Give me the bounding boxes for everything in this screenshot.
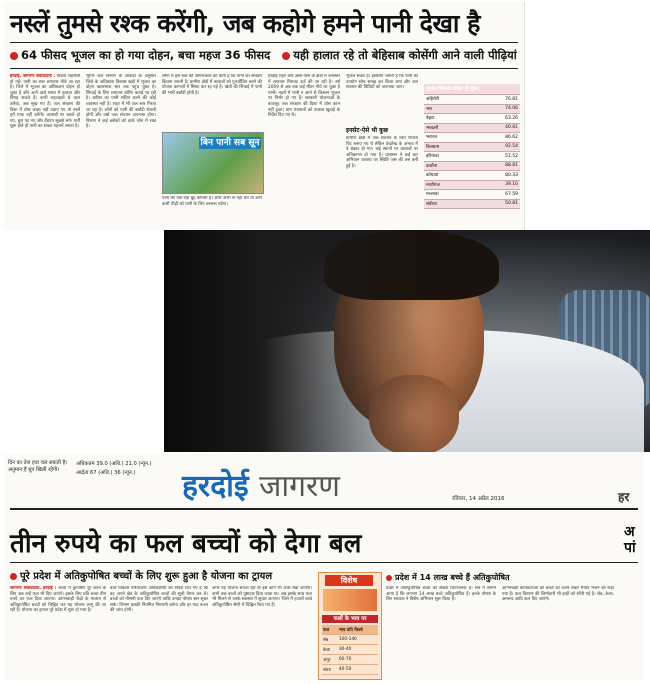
divider xyxy=(10,68,518,69)
table-row xyxy=(322,645,378,655)
table-row xyxy=(322,635,378,645)
table-cell-value: 39.10 xyxy=(473,180,520,190)
table-cell-value: 67.59 xyxy=(473,190,520,200)
table-cell-value: 80.33 xyxy=(473,171,520,181)
masthead-city: हरदोई xyxy=(182,469,249,504)
fruit-name: केला xyxy=(322,645,338,655)
article-column: अगर यह योजना सफल रही तो इसे आगे भी जारी रखा जाएगा। अभी तक बच्चों को पुष्टाहार दिया जाता था। अब इसके साथ फल भी मिलने से उनके स्वास्थ्य में सुधार आएगा। जिले में हजारों बच्चे अतिकुपोषित श्रेणी में चिह्नित किए गए हैं। xyxy=(212,586,312,608)
bottom-subheadline: पूरे प्रदेश में अतिकुपोषित बच्चों के लिए शुरू हुआ है योजना का ट्रायल xyxy=(10,568,272,582)
table-cell-value: 88.81 xyxy=(473,161,520,171)
inset-photo xyxy=(162,132,264,194)
masthead-paper: जागरण xyxy=(259,469,340,504)
article-column: हरदोई, जागरण संवाददाता : नदियां जहरीली हो गईं। पानी का स्तर लगातार नीचे जा रहा है। जिले में भूजल का अधिकतम दोहन हो चुका है और आने वाले समय में हालात और बिगड़ सकते हैं। कभी लहलहाते थे ताल तलैया, अब सूख गए हैं। जल संरक्षण की दिशा में ठोस कदम नहीं उठाए गए तो नस्लें हमें माफ नहीं करेंगी। तालाबों पर कब्जे हो गए, कुएं पट गए और हैंडपंप सूखने लगे। गर्मी शुरू होते ही पानी का संकट गहराने लगता है। xyxy=(10,74,80,130)
table-row xyxy=(322,665,378,675)
temperature-ear: अधिकतम 39.0 (अधि.) 21.0 (न्यून.) आर्द्रता 67 (अधि.) 36 (न्यून.) xyxy=(76,461,152,476)
weather-ear: दिन का तेज हवा चल सकती है। अनुमान है धूप खिली रहेगी। xyxy=(8,460,68,473)
fruit-price: 100-140 xyxy=(338,635,378,645)
article-column: जागरण संवाददाता, हरदोई : बच्चों में कुपोषण दूर करने के लिए अब उन्हें फल भी दिए जाएंगे। इसके लिए प्रति बच्चा तीन रुपये का फल दिया जाएगा। आंगनबाड़ी केंद्रों के माध्यम से अतिकुपोषित बच्चों को चिह्नित कर यह योजना लागू की जा रही है। योजना का ट्रायल पूरे प्रदेश में शुरू हो गया है। xyxy=(10,586,106,614)
table-cell-value: 40.81 xyxy=(473,123,520,133)
table-row xyxy=(424,199,520,209)
table-row xyxy=(424,190,520,200)
table-cell-value: 51.52 xyxy=(473,152,520,162)
adjacent-headline-fragment: अ पां xyxy=(624,524,636,556)
article-column: बाल विकास परियोजना अधिकारियों को निर्देश दिए गए हैं कि वह अपने क्षेत्र के अतिकुपोषित बच्चों की सूची तैयार कर लें। बच्चों को मौसमी फल दिए जाएंगे ताकि उनका पोषण स्तर सुधर सके। विभाग इसकी नियमित निगरानी करेगा और हर माह वजन की जांच होगी। xyxy=(110,586,208,614)
table-row xyxy=(424,95,520,105)
article-column: भूजल संकट है। इसलिए जरूरी है कि पानी का उपयोग सोच समझ कर किया जाए और जल संचयन की विधियों को अपनाया जाए। xyxy=(346,74,418,91)
dateline: रविवार, 14 अप्रैल 2016 xyxy=(452,496,505,502)
portrait-photo xyxy=(164,230,650,452)
bullet-icon xyxy=(10,573,17,580)
article-column: आंगनबाड़ी कार्यकर्ताओं को बच्चों का वजन लेकर रिपोर्ट भेजने को कहा गया है। फल वितरण की जिम्मेदारी भी इन्हीं को सौंपी गई है। सेब, केला, अमरूद आदि फल दिए जाएंगे। xyxy=(502,586,614,603)
fruit-price: 30-40 xyxy=(338,645,378,655)
table-row xyxy=(424,114,520,124)
article-column: भूगर्भ जल विभाग के आंकड़ों के अनुसार जिले के अधिकांश विकास खंडों में भूजल का दोहन खतरनाक स्तर तक पहुंच चुका है। सिंचाई के लिए लगातार बोरिंग कराई जा रही है। बारिश का पानी संचित करने की कोई व्यवस्था नहीं है। शहर में भी जल स्तर गिरता जा रहा है। लोगों को पानी की बर्बादी रोकनी होगी और वर्षा जल संचयन अपनाना होगा। विभाग ने कई ब्लॉकों को डार्क जोन में रखा है। xyxy=(86,74,156,130)
divider xyxy=(10,508,638,510)
table-cell-name: भरा xyxy=(424,104,473,114)
fruit-price: 40-50 xyxy=(338,665,378,675)
table-row xyxy=(424,171,520,181)
table-row xyxy=(424,104,520,114)
divider xyxy=(10,42,518,43)
table-row xyxy=(424,133,520,143)
bottom-headline: तीन रुपये का फल बच्चों को देगा बल xyxy=(10,529,362,559)
fruit-name: संतरा xyxy=(322,665,338,675)
table-cell-value: 86.62 xyxy=(473,133,520,143)
bottom-clipping xyxy=(4,454,644,680)
table-row xyxy=(424,180,520,190)
inset-label: बिन पानी सब सून xyxy=(200,138,260,148)
table-cell-name: कछौना xyxy=(424,161,473,171)
table-cell-name: मल्लावां xyxy=(424,190,473,200)
bullet-icon xyxy=(386,575,392,581)
table-cell-value: 74.06 xyxy=(473,104,520,114)
article-column: लोगों में इस बात की जागरूकता की कमी है कि पानी का संरक्षण कितना जरूरी है। ग्रामीण क्षेत्रों में तालाबों को पुनर्जीवित करने की योजना कागजों में सिमट कर रह गई है। खेतों की सिंचाई में पानी की भारी बर्बादी होती है। xyxy=(162,74,262,96)
fruit-price: भाव प्रति किलो xyxy=(338,625,378,635)
table-cell-name: अहिरोरी xyxy=(424,95,473,105)
table-cell-name: बिलग्राम xyxy=(424,142,473,152)
top-subheadline: 64 फीसद भूजल का हो गया दोहन, बचा महज 36 फीसद यही हालात रहे तो बेहिसाब कोसेंगी आने वाली पीढ़ियां xyxy=(10,48,522,66)
top-headline: नस्लें तुमसे रश्क करेंगी, जब कहोगे हमने पानी देखा है xyxy=(10,9,480,38)
side-story-heading: प्रदेश में 14 लाख बच्चे हैं अतिकुपोषित xyxy=(386,572,616,583)
bullet-icon xyxy=(10,52,18,60)
table-cell-name: बेहटा xyxy=(424,114,473,124)
article-column: प्रदेश में अतिकुपोषित बच्चों की संख्या चिंताजनक है। सर्वे में सामने आया है कि लगभग 14 लाख बच्चे अतिकुपोषित हैं। इनके पोषण के लिए सरकार ने विशेष अभियान शुरू किया है। xyxy=(386,586,496,603)
fruit-name: फल xyxy=(322,625,338,635)
table-cell-value: 92.54 xyxy=(473,142,520,152)
table-cell-name: भरखनी xyxy=(424,123,473,133)
masthead xyxy=(182,464,340,505)
table-row xyxy=(322,625,378,635)
fruit-name: अंगूर xyxy=(322,655,338,665)
corner-letters: हर xyxy=(618,490,630,504)
photo-shadow xyxy=(164,230,650,452)
divider xyxy=(10,562,638,563)
article-column: पानी की एक-एक बूंद कीमती है। अगर अभी से नहीं चेते तो आने वाली पीढ़ी को पानी के लिए तरसना पड़ेगा। xyxy=(162,196,262,207)
top-clipping xyxy=(4,2,525,230)
fruit-name: सेब xyxy=(322,635,338,645)
article-column: ग्रामीण क्षेत्रों में जल संचयन के लिए रीचार्ज पिट बनाए गए थे लेकिन देखरेख के अभाव में वे बेकार हो गए। कई स्थानों पर तालाबों पर अतिक्रमण हो गया है। प्रशासन ने कई बार अभियान चलाया पर स्थिति जस की तस बनी हुई है। xyxy=(346,136,418,169)
fruit-price: 60-70 xyxy=(338,655,378,665)
table-cell-value: 76.81 xyxy=(473,95,520,105)
table-row xyxy=(322,655,378,665)
table-row xyxy=(424,142,520,152)
table-cell-name: कोथावां xyxy=(424,171,473,181)
article-column: हरदोई शहर और आस-पास के क्षेत्रों में जलस्तर में लगातार गिरावट दर्ज की जा रही है। वर्ष 2009 से अब तक कई मीटर नीचे जा चुका है पानी। नहरों में पानी न आने से किसान भूजल पर निर्भर हो गए हैं। सरकारी योजनाओं के बावजूद जल संरक्षण की दिशा में ठोस काम नहीं हुआ। ग्राम पंचायतों को तालाब खुदाई के निर्देश दिए गए थे। xyxy=(268,74,340,119)
table-title: भूजल जिसका दोहन हो चुका xyxy=(424,84,520,95)
table-cell-name: संडीला xyxy=(424,199,473,209)
fruit-price-title: फलों के भाव पर xyxy=(322,615,378,623)
table-cell-name: हरियावां xyxy=(424,152,473,162)
table-row xyxy=(424,123,520,133)
table-cell-name: भरावन xyxy=(424,133,473,143)
table-row xyxy=(424,161,520,171)
special-tag: विशेष xyxy=(325,575,373,586)
table-cell-name: माधौगंज xyxy=(424,180,473,190)
bullet-icon xyxy=(282,52,290,60)
subsection-heading: इनसेट-ऐसे भी कुछ xyxy=(346,127,388,134)
fruit-price-table xyxy=(322,625,378,675)
fruit-image xyxy=(323,589,377,611)
groundwater-table xyxy=(424,84,520,209)
special-box xyxy=(318,572,382,680)
table-cell-value: 63.26 xyxy=(473,114,520,124)
table-row xyxy=(424,152,520,162)
table-cell-value: 50.81 xyxy=(473,199,520,209)
